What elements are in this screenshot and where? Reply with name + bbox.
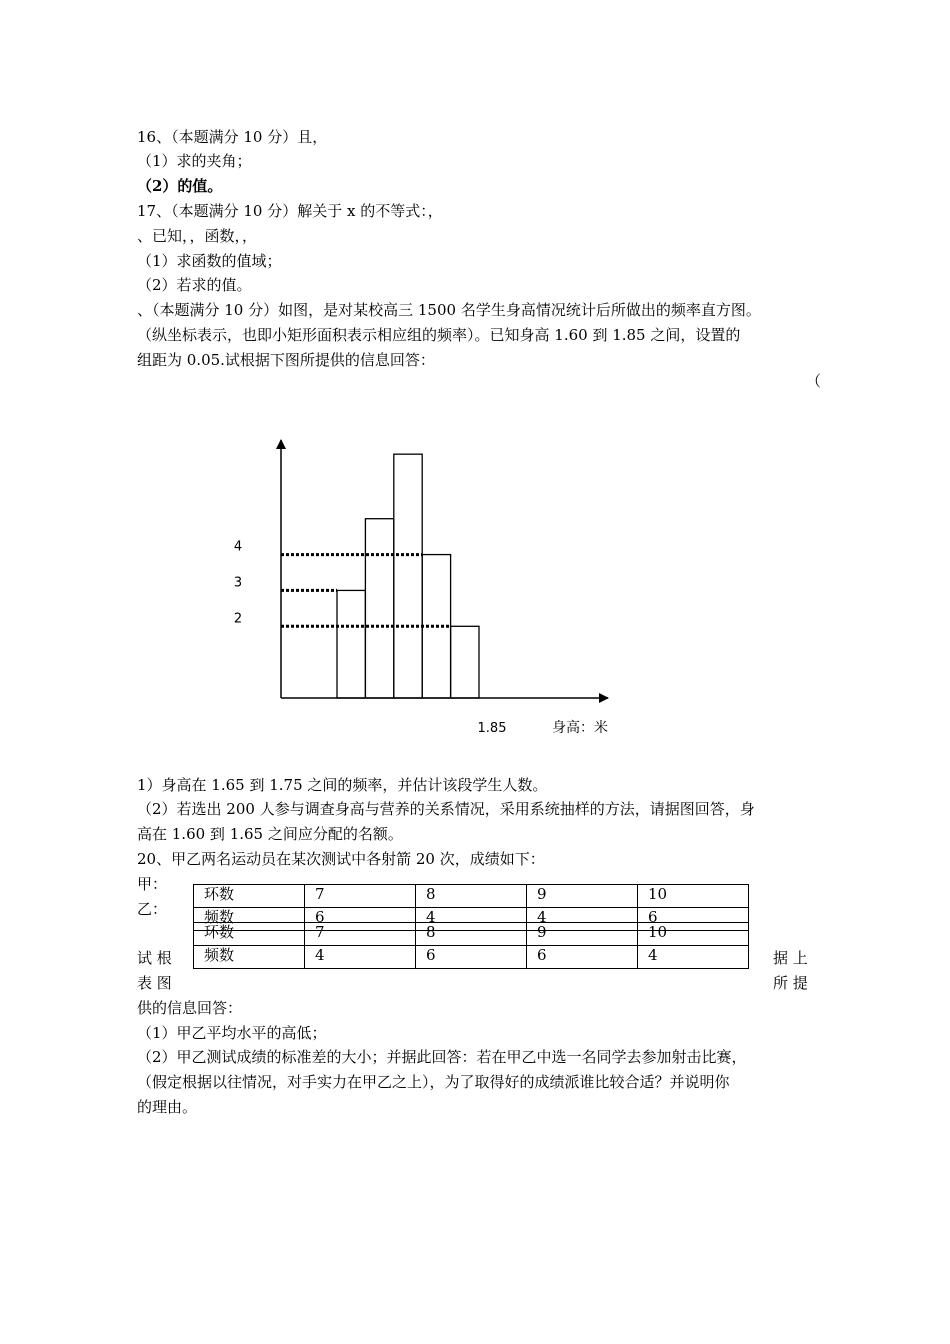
q19-part2a: （2）若选出 200 人参与调查身高与营养的关系情况，采用系统抽样的方法，请据图回答，身 bbox=[137, 800, 755, 818]
q20-title: 20、甲乙两名运动员在某次测试中各射箭 20 次，成绩如下： bbox=[137, 850, 545, 868]
table-cell: 4 bbox=[416, 908, 527, 931]
y-tick-label: 2 bbox=[233, 611, 243, 627]
y-tick-label: 3 bbox=[233, 575, 243, 591]
q19-part1: 1）身高在 1.65 到 1.75 之间的频率，并估计该段学生人数。 bbox=[137, 776, 548, 794]
histogram-bar bbox=[451, 626, 479, 698]
table-cell: 环数 bbox=[194, 885, 305, 908]
table-row bbox=[194, 923, 749, 946]
histogram-bar bbox=[394, 454, 422, 698]
q20-part2b: （假定根据以往情况，对手实力在甲乙之上），为了取得好的成绩派谁比较合适？并说明你 bbox=[137, 1073, 730, 1091]
table-row bbox=[194, 946, 749, 969]
q18-part2: （2）若求的值。 bbox=[137, 276, 252, 294]
histogram-bar bbox=[337, 590, 365, 698]
x-axis-label: 身高：米 bbox=[552, 720, 608, 736]
y-tick-label: 4 bbox=[233, 539, 243, 555]
q20-line-after: 供的信息回答： bbox=[137, 999, 243, 1017]
q16-part2: （2）的值。 bbox=[137, 177, 223, 195]
table-yi bbox=[193, 922, 749, 969]
label-jia: 甲： bbox=[137, 875, 168, 893]
q20-part2a: （2）甲乙测试成绩的标准差的大小；并据此回答：若在甲乙中选一名同学去参加射击比赛， bbox=[137, 1048, 747, 1066]
q17-title: 17、（本题满分 10 分）解关于 x 的不等式：， bbox=[137, 202, 443, 220]
q20-right-a: 据 上 bbox=[773, 949, 808, 967]
q16-part1: （1）求的夹角； bbox=[137, 152, 252, 170]
table-cell: 6 bbox=[416, 946, 527, 969]
q16-title: 16、（本题满分 10 分）且， bbox=[137, 128, 328, 146]
q20-part2c: 的理由。 bbox=[137, 1098, 198, 1116]
x-tick-label: 1.85 bbox=[477, 721, 507, 736]
table-cell: 6 bbox=[305, 908, 416, 931]
q19-line3: 组距为 0.05.试根据下图所提供的信息回答： bbox=[137, 351, 435, 369]
table-cell: 9 bbox=[527, 885, 638, 908]
table-cell: 环数 bbox=[194, 923, 305, 946]
q19-part2b: 高在 1.60 到 1.65 之间应分配的名额。 bbox=[137, 825, 403, 843]
q19-paren: （ bbox=[806, 372, 822, 390]
label-yi: 乙： bbox=[137, 900, 168, 918]
table-cell: 9 bbox=[527, 923, 638, 946]
q20-left-b: 表 图 bbox=[137, 974, 172, 992]
q20-left-a: 试 根 bbox=[137, 949, 172, 967]
q18-part1: （1）求函数的值域； bbox=[137, 252, 282, 270]
q19-title: 、（本题满分 10 分）如图，是对某校高三 1500 名学生身高情况统计后所做出的频率直方图。 bbox=[137, 301, 761, 319]
table-cell: 7 bbox=[305, 885, 416, 908]
table-cell: 频数 bbox=[194, 946, 305, 969]
table-cell: 4 bbox=[638, 946, 749, 969]
q19-line2: （纵坐标表示，也即小矩形面积表示相应组的频率）。已知身高 1.60 到 1.85 之间，设置的 bbox=[137, 326, 741, 344]
table-row bbox=[194, 885, 749, 908]
table-cell: 6 bbox=[638, 908, 749, 931]
histogram-bar bbox=[365, 519, 393, 698]
table-cell: 频数 bbox=[194, 908, 305, 931]
table-cell: 8 bbox=[416, 885, 527, 908]
table-cell: 10 bbox=[638, 923, 749, 946]
table-cell: 4 bbox=[305, 946, 416, 969]
q18-title: 、已知，，函数，， bbox=[137, 227, 258, 245]
table-cell: 7 bbox=[305, 923, 416, 946]
table-cell: 8 bbox=[416, 923, 527, 946]
table-cell: 10 bbox=[638, 885, 749, 908]
q20-right-b: 所 提 bbox=[773, 974, 808, 992]
q20-part1: （1）甲乙平均水平的高低； bbox=[137, 1024, 327, 1042]
table-cell: 6 bbox=[527, 946, 638, 969]
table-cell: 4 bbox=[527, 908, 638, 931]
